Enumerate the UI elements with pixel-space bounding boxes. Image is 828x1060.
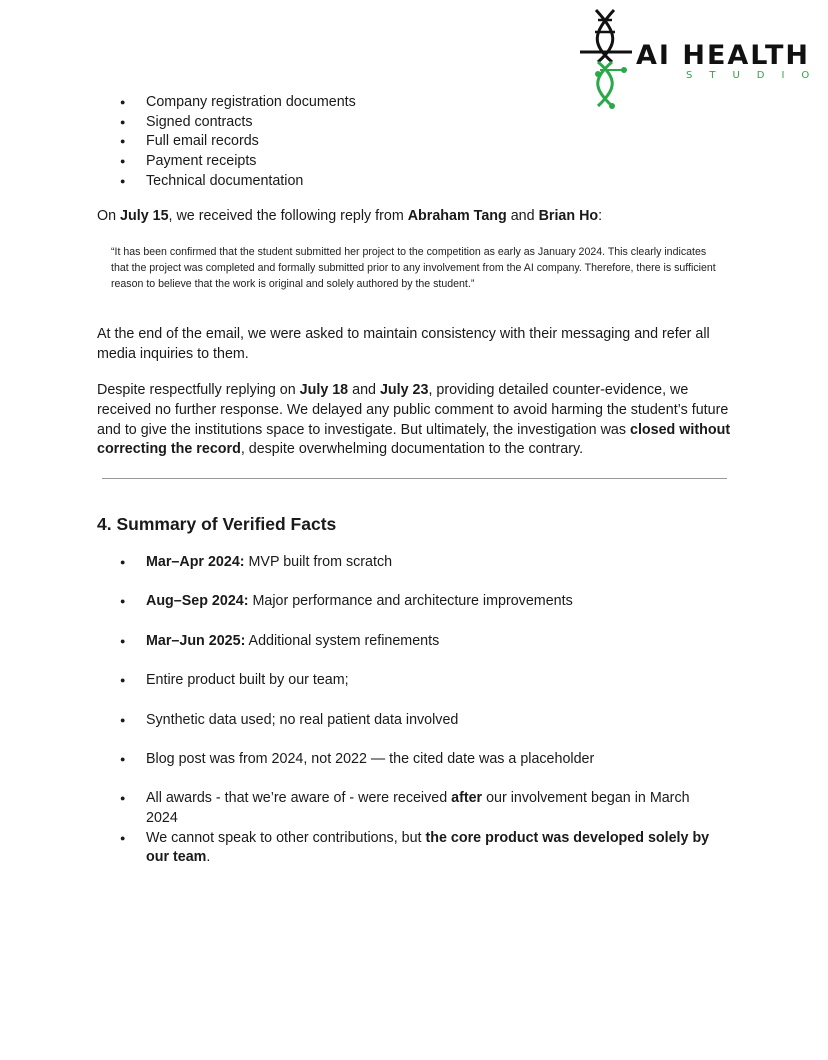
list-item: ● Payment receipts	[120, 152, 356, 172]
ai-health-studio-logo	[578, 4, 827, 114]
person-name: Abraham Tang	[407, 208, 507, 224]
list-item: ● Signed contracts	[120, 113, 356, 133]
list-item: ● Company registration documents	[120, 93, 356, 113]
list-item: ● Mar–Apr 2024: MVP built from scratch	[120, 553, 720, 573]
list-item: ● Technical documentation	[120, 172, 356, 192]
list-item: ● Entire product built by our team;	[120, 671, 720, 691]
list-item: ● Aug–Sep 2024: Major performance and architecture improvements	[120, 592, 720, 612]
section-heading: 4. Summary of Verified Facts	[97, 514, 337, 534]
list-item: ● We cannot speak to other contributions, but the core product was developed solely by our team.	[120, 829, 720, 868]
reply-intro-paragraph: On July 15, we received the following reply from Abraham Tang and Brian Ho:	[97, 208, 603, 224]
email-end-paragraph: At the end of the email, we were asked to maintain consistency with their messaging and refer all media inquiries to them.	[97, 326, 710, 362]
list-item: ● All awards - that we’re aware of - were received after our involvement began in March 2024	[120, 789, 720, 828]
list-item: ● Blog post was from 2024, not 2022 — the cited date was a placeholder	[120, 750, 720, 770]
logo-subtitle: STUDIO	[686, 70, 827, 81]
list-item: ● Full email records	[120, 132, 356, 152]
followup-paragraph: Despite respectfully replying on July 18 and July 23, providing detailed counter-evidence, we received no further response. We delayed any public comment to avoid harming the student’s future and to give the institutions space to investigate. But ultimately, the investigation was closed without correcting the record, despite overwhelming documentation to the contrary.	[97, 382, 731, 458]
reply-date: July 15	[120, 208, 169, 224]
verified-facts-list	[120, 553, 720, 868]
logo-title: AI HEALTH	[636, 40, 811, 71]
list-item: ● Mar–Jun 2025: Additional system refinements	[120, 632, 720, 652]
list-item: ● Synthetic data used; no real patient data involved	[120, 711, 720, 731]
person-name: Brian Ho	[538, 208, 599, 224]
email-quote: “It has been confirmed that the student submitted her project to the competition as early as January 2024. This clearly indicates that the project was completed and formally submitted prior to any involvement from the AI company. Therefore, there is sufficient reason to believe that the work is original and solely authored by the student.”	[111, 246, 716, 291]
documents-list	[120, 93, 356, 192]
section-divider	[102, 478, 727, 479]
